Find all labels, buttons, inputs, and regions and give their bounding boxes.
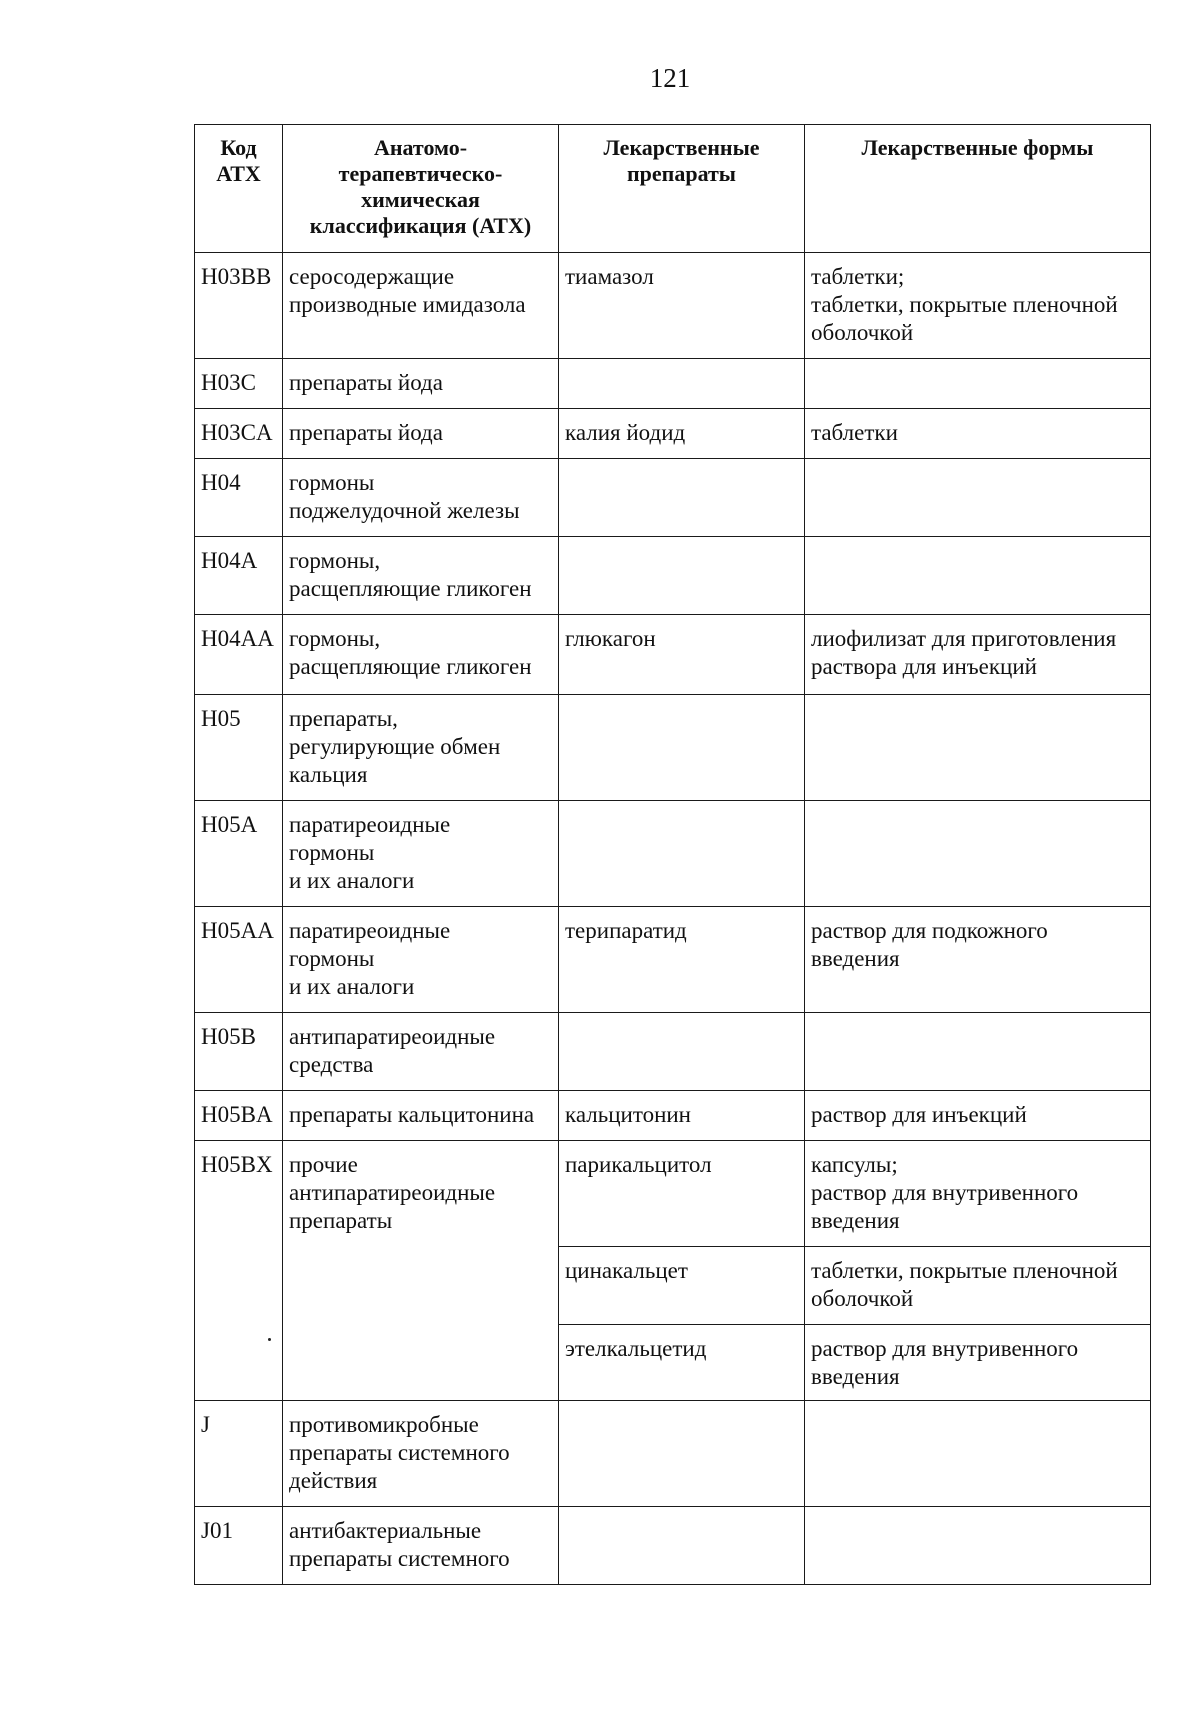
cell-drug bbox=[559, 459, 805, 537]
table-row bbox=[195, 1507, 1151, 1585]
cell-form bbox=[805, 695, 1151, 801]
cell-form bbox=[805, 1507, 1151, 1585]
header-code: Код АТХ bbox=[195, 125, 283, 253]
header-classification: Анатомо- терапевтическо- химическая классификация (АТХ) bbox=[283, 125, 559, 253]
scan-speck bbox=[268, 1338, 271, 1341]
table-row-h05bx bbox=[195, 1141, 1151, 1247]
cell-form bbox=[805, 1013, 1151, 1091]
table-row bbox=[195, 615, 1151, 695]
cell-class: препараты йода bbox=[283, 359, 559, 409]
cell-class: прочие антипаратиреоидные препараты bbox=[283, 1141, 559, 1401]
table-row bbox=[195, 537, 1151, 615]
cell-code: H05 bbox=[195, 695, 283, 801]
cell-code: H05AA bbox=[195, 907, 283, 1013]
cell-drug: терипаратид bbox=[559, 907, 805, 1013]
cell-drug: тиамазол bbox=[559, 253, 805, 359]
cell-form bbox=[805, 801, 1151, 907]
cell-class: противомикробные препараты системного действия bbox=[283, 1401, 559, 1507]
cell-class: гормоны, расщепляющие гликоген bbox=[283, 615, 559, 695]
cell-form: лиофилизат для приготовления раствора для инъекций bbox=[805, 615, 1151, 695]
cell-code: J01 bbox=[195, 1507, 283, 1585]
cell-class: гормоны, расщепляющие гликоген bbox=[283, 537, 559, 615]
table-row bbox=[195, 1013, 1151, 1091]
table-row bbox=[195, 253, 1151, 359]
cell-class: серосодержащие производные имидазола bbox=[283, 253, 559, 359]
cell-class: препараты йода bbox=[283, 409, 559, 459]
header-forms: Лекарственные формы bbox=[805, 125, 1151, 253]
cell-drug: парикальцитол bbox=[559, 1141, 805, 1247]
cell-code: H04 bbox=[195, 459, 283, 537]
cell-drug: этелкальцетид bbox=[559, 1325, 805, 1401]
cell-form bbox=[805, 459, 1151, 537]
cell-code: H03C bbox=[195, 359, 283, 409]
page-number: 121 bbox=[649, 63, 691, 93]
cell-code: H05BX bbox=[195, 1141, 283, 1401]
cell-drug: калия йодид bbox=[559, 409, 805, 459]
cell-code: H03CA bbox=[195, 409, 283, 459]
cell-code: H03BB bbox=[195, 253, 283, 359]
table-row bbox=[195, 695, 1151, 801]
table-row bbox=[195, 907, 1151, 1013]
header-row bbox=[195, 125, 1151, 253]
cell-form: раствор для подкожного введения bbox=[805, 907, 1151, 1013]
table-row bbox=[195, 801, 1151, 907]
cell-class: паратиреоидные гормоны и их аналоги bbox=[283, 801, 559, 907]
cell-drug bbox=[559, 1401, 805, 1507]
cell-class: антибактериальные препараты системного bbox=[283, 1507, 559, 1585]
table-row bbox=[195, 1401, 1151, 1507]
cell-code: H05BA bbox=[195, 1091, 283, 1141]
cell-form bbox=[805, 359, 1151, 409]
cell-code: J bbox=[195, 1401, 283, 1507]
cell-drug bbox=[559, 695, 805, 801]
cell-form: раствор для внутривенного введения bbox=[805, 1325, 1151, 1401]
cell-class: паратиреоидные гормоны и их аналоги bbox=[283, 907, 559, 1013]
cell-drug: кальцитонин bbox=[559, 1091, 805, 1141]
cell-form: таблетки bbox=[805, 409, 1151, 459]
cell-class: гормоны поджелудочной железы bbox=[283, 459, 559, 537]
atx-table bbox=[194, 124, 1151, 1585]
cell-code: H04A bbox=[195, 537, 283, 615]
cell-form bbox=[805, 1401, 1151, 1507]
cell-drug bbox=[559, 1013, 805, 1091]
cell-form bbox=[805, 537, 1151, 615]
cell-drug bbox=[559, 1507, 805, 1585]
cell-drug bbox=[559, 359, 805, 409]
table-row bbox=[195, 359, 1151, 409]
table-row bbox=[195, 409, 1151, 459]
cell-code: H04AA bbox=[195, 615, 283, 695]
cell-form: капсулы; раствор для внутривенного введения bbox=[805, 1141, 1151, 1247]
cell-class: препараты, регулирующие обмен кальция bbox=[283, 695, 559, 801]
cell-form: таблетки, покрытые пленочной оболочкой bbox=[805, 1247, 1151, 1325]
header-drugs: Лекарственные препараты bbox=[559, 125, 805, 253]
cell-form: раствор для инъекций bbox=[805, 1091, 1151, 1141]
cell-code: H05A bbox=[195, 801, 283, 907]
cell-drug: глюкагон bbox=[559, 615, 805, 695]
table-row bbox=[195, 1091, 1151, 1141]
cell-drug bbox=[559, 801, 805, 907]
cell-class: препараты кальцитонина bbox=[283, 1091, 559, 1141]
cell-drug: цинакальцет bbox=[559, 1247, 805, 1325]
cell-form: таблетки; таблетки, покрытые пленочной оболочкой bbox=[805, 253, 1151, 359]
table-row bbox=[195, 459, 1151, 537]
cell-drug bbox=[559, 537, 805, 615]
cell-code: H05B bbox=[195, 1013, 283, 1091]
cell-class: антипаратиреоидные средства bbox=[283, 1013, 559, 1091]
